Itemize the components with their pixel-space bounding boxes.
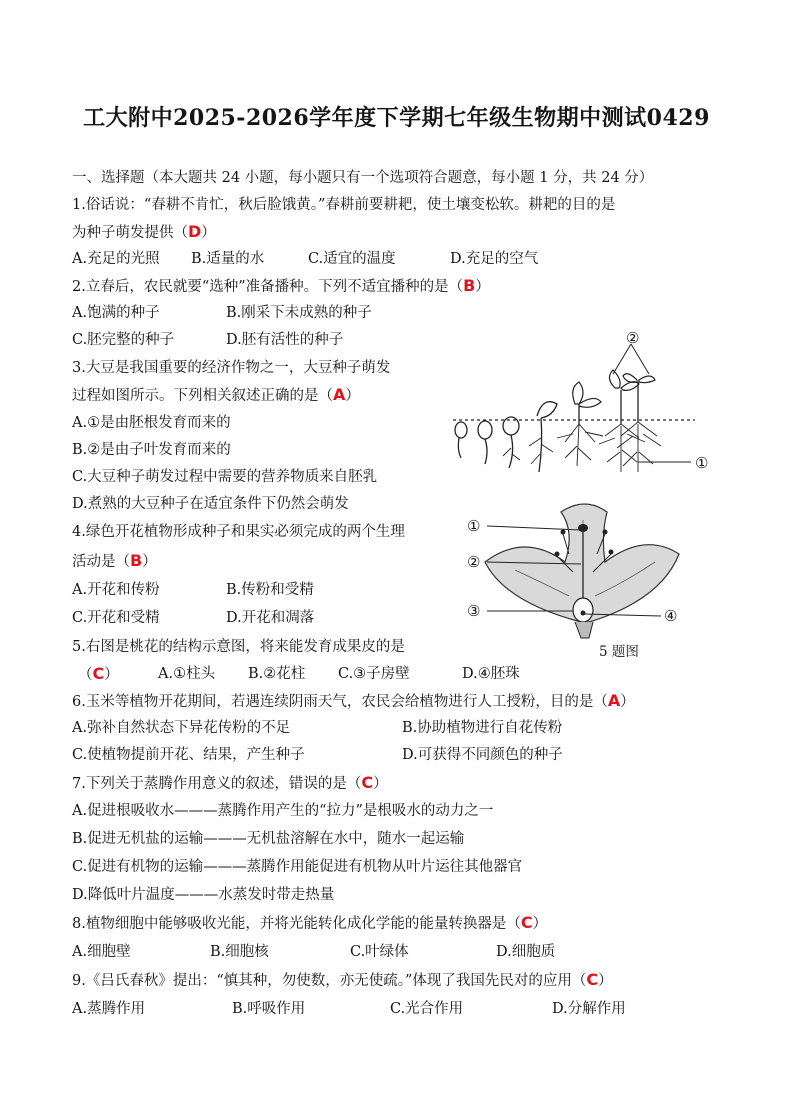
q1-option-a: A.充足的光照 [72,251,160,267]
q5-option-d: D.④胚珠 [462,666,520,682]
q2-option-c: C.胚完整的种子 [72,332,175,348]
q9-stem [72,970,613,991]
q8-stem-text: 8.植物细胞中能够吸收光能，并将光能转化成化学能的能量转换器是（ [72,916,521,932]
q1-option-c: C.适宜的温度 [308,251,396,267]
q5-options [72,664,532,684]
q7-option-c: C.促进有机物的运输———蒸腾作用能促进有机物从叶片运往其他器官 [72,859,523,875]
q3-stem-2 [72,385,360,406]
q2-options-row1 [72,303,472,323]
q9-options [72,999,692,1019]
section-heading: 一、选择题（本大题共 24 小题，每小题只有一个选项符合题意，每小题 1 分，共 24 分） [72,170,654,186]
q9-option-a: A.蒸腾作用 [72,1001,146,1017]
fig5-label-1: ① [467,517,481,535]
q8-option-c: C.叶绿体 [350,944,409,960]
peach-flower-figure [465,492,695,640]
q9-option-d: D.分解作用 [552,1001,626,1017]
q5-close: ） [104,667,119,683]
q4-stem: 4.绿色开花植物形成种子和果实必须完成的两个生理 [72,524,405,540]
q5-option-a: A.①柱头 [158,666,216,682]
q8-answer: C [520,913,533,932]
q1-stem: 1.俗话说：“春耕不肯忙，秋后脸饿黄。”春耕前要耕耙，使土壤变松软。耕耙的目的是 [72,197,616,213]
q6-option-c: C.使植物提前开花、结果，产生种子 [72,747,305,763]
fig5-label-3: ③ [467,602,481,620]
q6-option-d: D.可获得不同颜色的种子 [402,747,563,763]
q6-stem-text: 6.玉米等植物开花期间，若遇连续阴雨天气，农民会给植物进行人工授粉，目的是（ [72,694,608,710]
q8-close: ） [532,916,548,932]
q6-close: ） [620,694,635,710]
q7-option-a: A.促进根吸收水———蒸腾作用产生的“拉力”是根吸水的动力之一 [72,803,494,819]
q1-stem-text: 为种子萌发提供（ [72,225,188,241]
q9-option-c: C.光合作用 [390,1001,464,1017]
q3-option-b: B.②是由子叶发育而来的 [72,442,231,458]
q2-answer: B [463,276,476,295]
q7-close: ） [373,776,388,792]
q2-option-d: D.胚有活性的种子 [226,332,344,348]
q2-close: ） [475,279,490,295]
q3-option-a: A.①是由胚根发育而来的 [72,415,231,431]
q5-open: （ [78,667,93,683]
q4-option-c: C.开花和受精 [72,610,160,626]
q1-option-b: B.适量的水 [191,251,265,267]
q3-stem-text: 过程如图所示。下列相关叙述正确的是（ [72,388,333,404]
page-title: 工大附中2025-2026学年度下学期七年级生物期中测试0429 [83,105,710,131]
q4-options-row2 [72,608,432,628]
q1-option-d: D.充足的空气 [450,251,539,267]
q8-stem [72,913,547,934]
q5-option-c: C.③子房壁 [338,666,410,682]
q4-option-d: D.开花和凋落 [226,610,315,626]
soybean-germination-figure [445,326,720,486]
q7-option-b: B.促进无机盐的运输———无机盐溶解在水中，随水一起运输 [72,831,465,847]
q2-stem-text: 2.立春后，农民就要“选种”准备播种。下列不适宜播种的是（ [72,279,464,295]
q7-option-d: D.降低叶片温度———水蒸发时带走热量 [72,887,335,903]
q6-answer: A [607,691,621,710]
q4-option-b: B.传粉和受精 [226,582,314,598]
fig5-label-2: ② [467,553,481,571]
q1-answer: D [188,222,202,241]
q4-answer: B [130,551,143,570]
q5-stem: 5.右图是桃花的结构示意图，将来能发育成果皮的是 [72,639,405,655]
q5-option-b: B.②花柱 [248,666,306,682]
q7-stem [72,773,388,794]
q7-stem-text: 7.下列关于蒸腾作用意义的叙述，错误的是（ [72,776,362,792]
q3-option-d: D.煮熟的大豆种子在适宜条件下仍然会萌发 [72,496,349,512]
q2-stem [72,276,490,297]
q6-option-b: B.协助植物进行自花传粉 [402,720,563,736]
q1-close: ） [201,225,216,241]
q9-answer: C [586,970,599,989]
q8-options [72,942,672,962]
q6-options-row1 [72,718,692,738]
q5-bracket [78,664,119,685]
q1-stem-2 [72,222,216,243]
q9-option-b: B.呼吸作用 [232,1001,306,1017]
q6-option-a: A.弥补自然状态下异花传粉的不足 [72,720,291,736]
q6-stem [72,691,635,712]
q4-options-row1 [72,580,432,600]
q3-stem: 3.大豆是我国重要的经济作物之一，大豆种子萌发 [72,360,391,376]
q2-options-row2 [72,330,472,350]
q4-option-a: A.开花和传粉 [72,582,160,598]
q3-close: ） [345,388,360,404]
q2-option-a: A.饱满的种子 [72,305,160,321]
fig3-label-2: ② [626,329,640,347]
q7-answer: C [361,773,374,792]
q1-options [72,249,672,269]
q4-stem-text: 活动是（ [72,554,130,570]
q3-option-c: C.大豆种子萌发过程中需要的营养物质来自胚乳 [72,469,378,485]
q3-answer: A [333,385,346,404]
q4-close: ） [142,554,157,570]
q8-option-a: A.细胞壁 [72,944,131,960]
q4-stem-2 [72,551,157,572]
q8-option-d: D.细胞质 [496,944,556,960]
q9-close: ） [598,973,613,989]
q9-stem-text: 9.《吕氏春秋》提出：“慎其种，勿使数，亦无使疏。”体现了我国先民对的应用（ [72,973,587,989]
q5-answer: C [92,664,105,683]
fig5-label-4: ④ [664,607,678,625]
q2-option-b: B.刚采下未成熟的种子 [226,305,372,321]
fig5-caption: 5 题图 [599,644,639,660]
q6-options-row2 [72,745,692,765]
q8-option-b: B.细胞核 [210,944,269,960]
fig3-label-1: ① [695,454,709,472]
